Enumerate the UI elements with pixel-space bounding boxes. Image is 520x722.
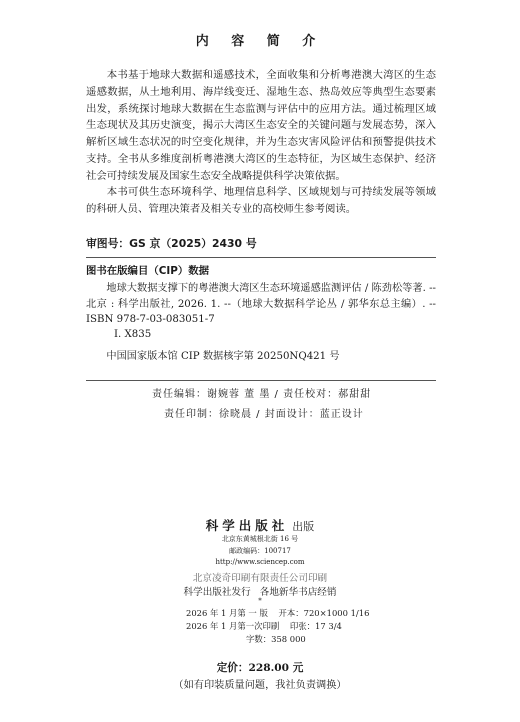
- edition-date: 2026 年 1 月第 一 版: [186, 608, 268, 618]
- price-line: [0, 660, 520, 675]
- page-title: 内 容 简 介: [195, 34, 325, 49]
- quality-notice: （如有印装质量问题，我社负责调换）: [173, 680, 347, 691]
- printing-row: [186, 620, 369, 633]
- divider-top: [86, 257, 436, 258]
- wordcount-row: [186, 633, 369, 646]
- printer-name: 北京凌奇印刷有限责任公司印刷: [192, 573, 328, 584]
- publisher-logo: 科学出版社: [205, 518, 289, 533]
- edition-info: [186, 607, 369, 646]
- cip-heading: 图书在版编目（CIP）数据: [86, 265, 210, 277]
- word-count: 字数：358 000: [246, 634, 306, 644]
- credits-production: 责任印制：徐晓晨 / 封面设计：蓝正设计: [164, 409, 364, 420]
- credits-editors: 责任编辑：谢婉蓉 董 墨 / 责任校对：郝甜甜: [152, 389, 372, 400]
- printing-date: 2026 年 1 月第一次印刷: [186, 621, 280, 631]
- publisher-suffix: 出版: [292, 520, 315, 533]
- price-value: 228.00 元: [248, 662, 304, 674]
- publisher-website: http://www.sciencep.com: [215, 558, 305, 566]
- print-sheets: 印张：17 3/4: [289, 621, 342, 631]
- separator-asterisk: *: [258, 597, 262, 605]
- publisher-address: 北京东黄城根北街 16 号: [221, 535, 299, 543]
- distributor-info: 科学出版社发行 各地新华书店经销: [183, 587, 337, 598]
- publisher-postcode: 邮政编码：100717: [229, 547, 291, 555]
- summary-paragraph-2: 本书可供生态环境科学、地理信息科学、区域规划与可持续发展等领域的科研人员、管理决策者及相关专业的高校师生参考阅读。: [86, 186, 436, 215]
- map-approval-number: 审图号：GS 京（2025）2430 号: [86, 237, 257, 250]
- cip-entry: 地球大数据支撑下的粤港澳大湾区生态环境遥感监测评估 / 陈劲松等著. -- 北京 : 科学出版社, 2026. 1. --（地球大数据科学论丛 / 郭华东总主编）. -- ISBN 978-7-03-083051-7: [86, 283, 436, 325]
- price-label: 定价：: [216, 662, 249, 674]
- book-format: 开本：720×1000 1/16: [278, 608, 370, 618]
- edition-row: [186, 607, 369, 620]
- divider-bottom: [86, 380, 436, 381]
- summary-paragraph-1: 本书基于地球大数据和遥感技术，全面收集和分析粤港澳大湾区的生态遥感数据，从土地利用、海岸线变迁、湿地生态、热岛效应等典型生态要素出发，系统探讨地球大数据在生态监测与评估中的应用方法。通过梳理区域生态现状及其历史演变，揭示大湾区生态安全的关键问题与发展态势，深入解析区域生态状况的时空变化规律，并为生态灾害风险评估和预警提供技术支持。全书从多维度剖析粤港澳大湾区的生态特征，为区域生态保护、经济社会可持续发展及国家生态安全战略提供科学决策依据。: [86, 69, 436, 182]
- cip-core-number: 中国国家版本馆 CIP 数据核字第 20250NQ421 号: [106, 351, 340, 362]
- cip-classification: Ⅰ. X835: [114, 329, 152, 340]
- publisher-line: [0, 516, 520, 534]
